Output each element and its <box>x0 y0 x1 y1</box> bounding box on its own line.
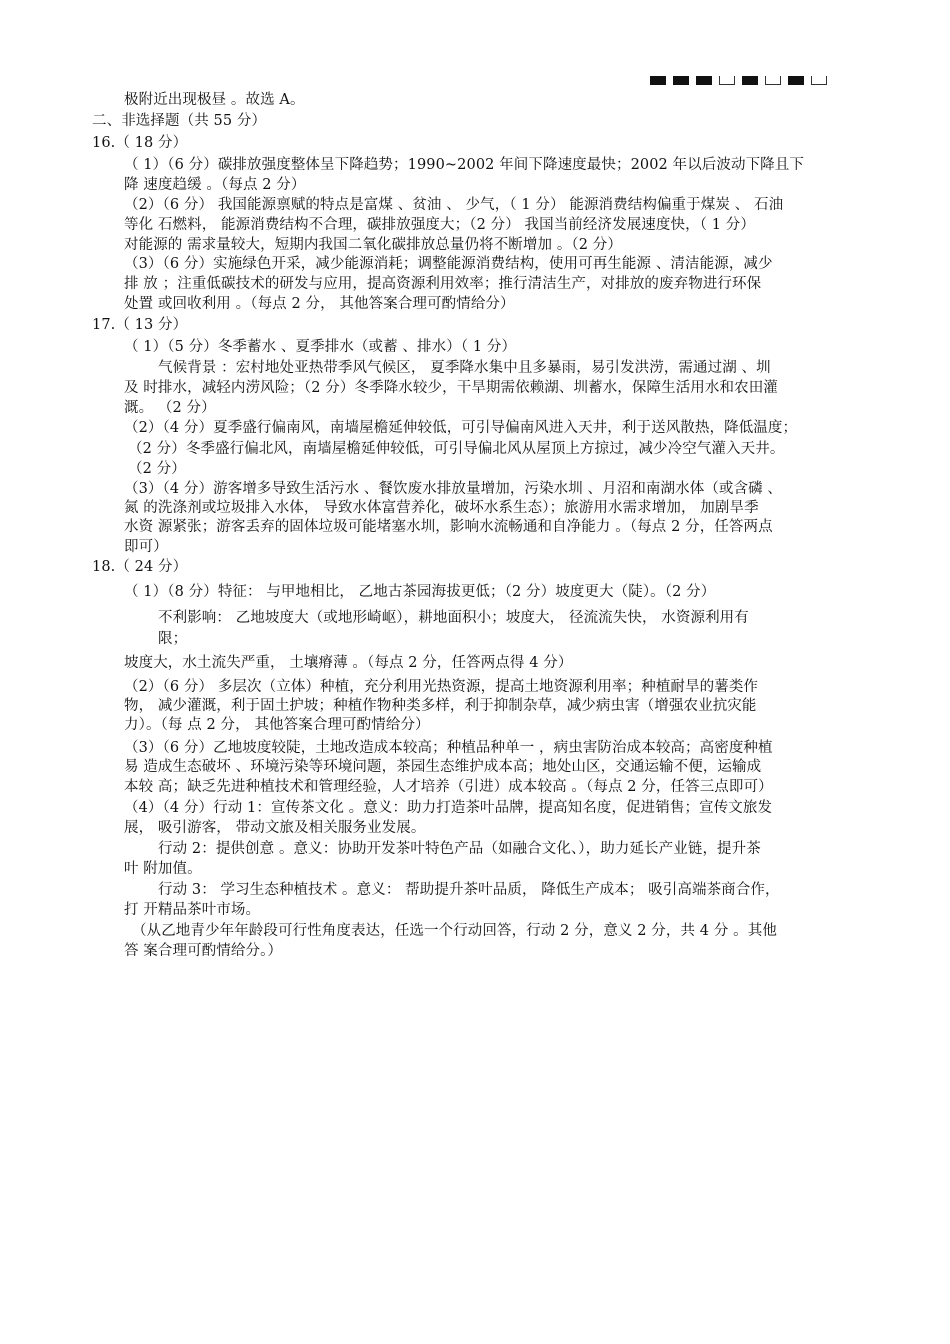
text-line: 极附近出现极昼 。故选 A。 <box>124 92 305 108</box>
text-line: （ 1）（5 分）冬季蓄水 、夏季排水（或蓄 、排水）（ 1 分） <box>124 339 517 355</box>
text-line: （3）（4 分）游客增多导致生活污水 、餐饮废水排放量增加，污染水圳 、月沼和南湖水体（或含磷 、 <box>124 481 783 497</box>
text-line: （ 1）（8 分）特征： 与甲地相比， 乙地古茶园海拔更低；（2 分）坡度更大（陡）。（2 分） <box>124 584 716 600</box>
text-line: 打 开精品茶叶市场。 <box>124 902 261 918</box>
text-line: 气候背景 ：宏村地处亚热带季风气候区， 夏季降水集中且多暴雨，易引发洪涝，需通过湖 、圳 <box>158 360 771 376</box>
text-line: 氮 的洗涤剂或垃圾排入水体， 导致水体富营养化，破坏水系生态）；旅游用水需求增加， 加剧旱季 <box>124 500 759 516</box>
text-line: （2 分）冬季盛行偏北风，南墙屋檐延伸较低，可引导偏北风从屋顶上方掠过，减少冷空气灌入天井。 <box>128 441 785 457</box>
text-line: 限； <box>158 631 188 647</box>
text-line: 展， 吸引游客， 带动文旅及相关服务业发展。 <box>124 820 426 836</box>
text-line: 水资 源紧张；游客丢弃的固体垃圾可能堵塞水圳，影响水流畅通和自净能力 。（每点 2 分，任答两点 <box>124 519 773 535</box>
text-line: 降 速度趋缓 。（每点 2 分） <box>124 177 306 193</box>
text-line: 溉。 （2 分） <box>124 400 216 416</box>
text-line: 处置 或回收利用 。（每点 2 分， 其他答案合理可酌情给分） <box>124 296 515 312</box>
text-line: （3）（6 分）实施绿色开采，减少能源消耗；调整能源消费结构，使用可再生能源 、清洁能源，减少 <box>124 256 773 272</box>
mark-filled <box>650 76 666 85</box>
text-line: （2 分） <box>128 461 186 477</box>
text-line: 答 案合理可酌情给分。） <box>124 943 283 959</box>
header-marks <box>650 76 827 88</box>
text-line: 易 造成生态破坏 、环境污染等环境问题，茶园生态维护成本高；地处山区，交通运输不便，运输成 <box>124 759 762 775</box>
question-heading: 17.（ 13 分） <box>92 317 188 333</box>
text-line: 力）。（每 点 2 分， 其他答案合理可酌情给分） <box>124 717 430 733</box>
text-line: （从乙地青少年年龄段可行性角度表达，任选一个行动回答，行动 2 分，意义 2 分，共 4 分 。其他 <box>132 923 777 939</box>
text-line: 本较 高；缺乏先进种植技术和管理经验，人才培养（引进）成本较高 。（每点 2 分，任答三点即可） <box>124 779 773 795</box>
mark-filled <box>742 76 758 85</box>
text-line: 及 时排水，减轻内涝风险；（2 分）冬季降水较少，干旱期需依赖湖、圳蓄水，保障生活用水和农田灌 <box>124 380 778 396</box>
text-line: 即可） <box>124 539 168 555</box>
mark-outline <box>765 76 781 85</box>
text-line: 行动 3： 学习生态种植技术 。意义： 帮助提升茶叶品质， 降低生产成本； 吸引高端茶商合作， <box>158 882 780 898</box>
text-line: 排 放 ；注重低碳技术的研发与应用，提高资源利用效率；推行清洁生产，对排放的废弃物进行环保 <box>124 276 762 292</box>
text-line: 行动 2：提供创意 。意义：协助开发茶叶特色产品（如融合文化、），助力延长产业链，提升茶 <box>158 841 761 857</box>
text-line: 叶 附加值。 <box>124 861 202 877</box>
text-line: （4）（4 分）行动 1：宣传茶文化 。意义：助力打造茶叶品牌，提高知名度，促进销售；宣传文旅发 <box>124 800 773 816</box>
mark-outline <box>811 76 827 85</box>
text-line: （2）（6 分） 多层次（立体）种植，充分利用光热资源，提高土地资源利用率；种植耐旱的薯类作 <box>124 679 759 695</box>
text-line: （ 1）（6 分）碳排放强度整体呈下降趋势；1990~2002 年间下降速度最快；2002 年以后波动下降且下 <box>124 157 804 173</box>
text-line: 不利影响： 乙地坡度大（或地形崎岖），耕地面积小；坡度大， 径流流失快， 水资源利用有 <box>158 610 749 626</box>
mark-filled <box>788 76 804 85</box>
question-heading: 16.（ 18 分） <box>92 135 188 151</box>
mark-filled <box>673 76 689 85</box>
mark-outline <box>719 76 735 85</box>
section-heading: 二、非选择题（共 55 分） <box>92 113 267 129</box>
text-line: 坡度大，水土流失严重， 土壤瘠薄 。（每点 2 分，任答两点得 4 分） <box>124 655 573 671</box>
text-line: （2）（4 分）夏季盛行偏南风，南墙屋檐延伸较低，可引导偏南风进入天井，利于送风散热，降低温度； <box>124 420 798 436</box>
text-line: 等化 石燃料， 能源消费结构不合理，碳排放强度大；（2 分） 我国当前经济发展速度快，（ 1 分） <box>124 217 756 233</box>
text-line: 物， 减少灌溉，利于固土护坡；种植作物种类多样，利于抑制杂草，减少病虫害（增强农业抗灾能 <box>124 698 757 714</box>
text-line: （2）（6 分） 我国能源禀赋的特点是富煤 、贫油 、 少气，（ 1 分） 能源消费结构偏重于煤炭 、 石油 <box>124 197 784 213</box>
text-line: 对能源的 需求量较大，短期内我国二氧化碳排放总量仍将不断增加 。（2 分） <box>124 237 622 253</box>
text-line: （3）（6 分）乙地坡度较陡，土地改造成本较高；种植品种单一 ，病虫害防治成本较高；高密度种植 <box>124 740 773 756</box>
question-heading: 18.（ 24 分） <box>92 559 188 575</box>
mark-filled <box>696 76 712 85</box>
